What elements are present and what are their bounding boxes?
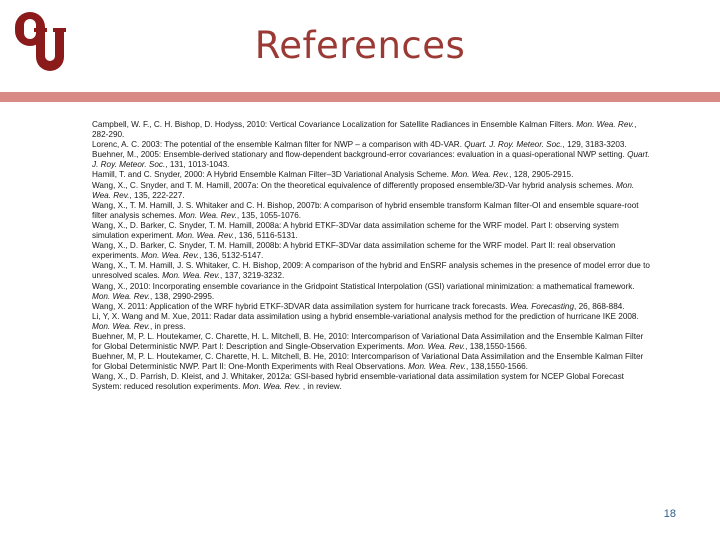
reference-details: , 136, 5116-5131. <box>234 231 298 241</box>
reference-entry <box>92 120 652 140</box>
reference-details: , 128, 2905-2915. <box>509 170 574 180</box>
reference-text: Wang, X., D. Barker, C. Snyder, T. M. Hamill, 2008b: A hybrid ETKF-3DVar data assimilation scheme for the WRF model. Part II: real observation experiments. <box>92 241 616 261</box>
reference-details: , in review. <box>300 382 342 392</box>
references-list <box>92 120 652 393</box>
reference-details: , 135, 222-227. <box>129 190 185 200</box>
reference-details: , 138,1550-1566. <box>466 362 528 372</box>
reference-entry <box>92 261 652 281</box>
reference-text: Campbell, W. F., C. H. Bishop, D. Hodyss, 2010: Vertical Covariance Localization for Satellite Radiances in Ensemble Kalman Filters. <box>92 120 577 129</box>
reference-text: Wang, X., T. M. Hamill, J. S. Whitaker, C. H. Bishop, 2009: A comparison of the hybrid and EnSRF analysis schemes in the presence of model error due to unresolved scales. <box>92 261 650 281</box>
reference-journal: Mon. Wea. Rev. <box>141 251 200 261</box>
reference-text: Buehner, M, P. L. Houtekamer, C. Charette, H. L. Mitchell, B. He, 2010: Intercomparison of Variational Data Assimilation and the Ensemble Kalman Filter for Global Deterministic NWP. Part I: Description and Single-Observation Experiments. <box>92 331 644 352</box>
reference-entry <box>92 312 652 332</box>
reference-text: Wang, X., T. M. Hamill, J. S. Whitaker and C. H. Bishop, 2007b: A comparison of hybrid ensemble transform Kalman filter-OI and ensemble square-root filter analysis schemes. <box>92 200 639 220</box>
reference-details: , 129, 3183-3203. <box>562 140 627 150</box>
title-divider-bar <box>0 92 720 102</box>
reference-text: Li, Y, X. Wang and M. Xue, 2011: Radar data assimilation using a hybrid ensemble-variational analysis method for the prediction of hurricane IKE 2008. <box>92 311 639 321</box>
reference-journal: Mon. Wea. Rev. <box>162 271 221 281</box>
reference-entry <box>92 372 652 392</box>
reference-details: , 137, 3219-3232. <box>220 271 285 281</box>
reference-journal: Mon. Wea. Rev. <box>242 382 301 392</box>
reference-journal: Wea. Forecasting <box>510 301 575 311</box>
reference-details: , 26, 868-884. <box>574 301 625 311</box>
reference-journal: Mon. Wea. Rev. <box>576 120 635 129</box>
reference-journal: Mon. Wea. Rev. <box>176 231 235 241</box>
reference-text: Buehner, M, P. L. Houtekamer, C. Charette, H. L. Mitchell, B. He, 2010: Intercomparison of Variational Data Assimilation and the Ensemble Kalman Filter for Global Deterministic NWP. Part II: One-Month Experiments with Real Observations. <box>92 352 644 372</box>
reference-entry <box>92 332 652 352</box>
reference-entry <box>92 241 652 261</box>
page-number: 18 <box>663 508 676 520</box>
reference-details: , 282-290. <box>92 120 637 140</box>
reference-entry <box>92 181 652 201</box>
reference-details: , in press. <box>149 321 186 331</box>
reference-text: Wang, X. 2011: Application of the WRF hybrid ETKF-3DVAR data assimilation system for hurricane track forecasts. <box>92 301 511 311</box>
reference-details: , 136, 5132-5147. <box>199 251 264 261</box>
reference-journal: Mon. Wea. Rev. <box>407 342 466 352</box>
reference-entry <box>92 221 652 241</box>
reference-text: Buehner, M., 2005: Ensemble-derived stationary and flow-dependent background-error covariances: evaluation in a quasi-operational NWP setting. <box>92 150 628 160</box>
reference-entry <box>92 352 652 372</box>
reference-entry <box>92 302 652 312</box>
reference-journal: Mon. Wea. Rev. <box>92 180 635 200</box>
reference-entry <box>92 150 652 170</box>
reference-journal: Quart. J. Roy. Meteor. Soc. <box>92 150 650 170</box>
reference-journal: Mon. Wea. Rev. <box>92 291 150 301</box>
reference-text: Hamill, T. and C. Snyder, 2000: A Hybrid Ensemble Kalman Filter–3D Variational Analysis Scheme. <box>92 170 452 180</box>
reference-details: , 138,1550-1566. <box>465 342 528 352</box>
reference-journal: Mon. Wea. Rev. <box>408 362 467 372</box>
reference-text: Wang, X., D. Parrish, D. Kleist, and J. Whitaker, 2012a: GSI-based hybrid ensemble-variational data assimilation system for NCEP Global Forecast System: reduced resolution experiments. <box>92 372 624 392</box>
reference-text: Wang, X., C. Snyder, and T. M. Hamill, 2007a: On the theoretical equivalence of differently proposed ensemble/3D-Var hybrid analysis schemes. <box>92 180 616 190</box>
reference-text: Wang, X., 2010: Incorporating ensemble covariance in the Gridpoint Statistical Interpolation (GSI) variational minimization: a mathematical framework. <box>92 281 635 291</box>
reference-journal: Quart. J. Roy. Meteor. Soc. <box>464 140 563 150</box>
reference-entry <box>92 140 652 150</box>
reference-details: , 135, 1055-1076. <box>236 210 302 220</box>
reference-entry <box>92 282 652 302</box>
reference-journal: Mon. Wea. Rev. <box>178 210 237 220</box>
reference-entry <box>92 170 652 180</box>
reference-journal: Mon. Wea. Rev. <box>92 321 150 331</box>
reference-text: Wang, X., D. Barker, C. Snyder, T. M. Hamill, 2008a: A hybrid ETKF-3DVar data assimilation scheme for the WRF model. Part I: observing system simulation experiment. <box>92 220 619 241</box>
reference-text: Lorenc, A. C. 2003: The potential of the ensemble Kalman filter for NWP – a comparison with 4D-VAR. <box>92 140 465 150</box>
reference-journal: Mon. Wea. Rev. <box>451 170 510 180</box>
reference-details: , 138, 2990-2995. <box>149 291 215 301</box>
reference-entry <box>92 201 652 221</box>
reference-details: , 131, 1013-1043. <box>165 160 230 170</box>
page-title: References <box>254 24 466 67</box>
ou-logo-icon <box>12 6 68 76</box>
